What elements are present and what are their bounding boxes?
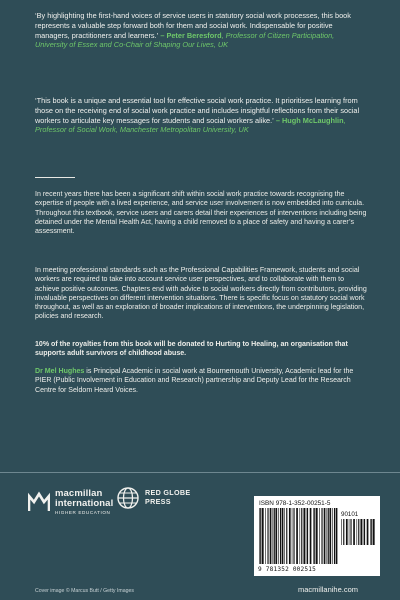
barcode-digits: 9 781352 002515 (258, 566, 317, 573)
footer-divider (0, 472, 400, 473)
publisher-url[interactable]: macmillanihe.com (298, 585, 359, 594)
quote-affiliation: , Professor of Social Work, Manchester Metropolitan University, UK (35, 115, 346, 135)
blurb-paragraph-2: In meeting professional standards such as the Professional Capabilities Framework, students and social workers are required to take into account service user perspectives, and to collaborate with them to achieve positive outcomes. Chapters end with advice to social workers directly from contributors, providing invaluable perspectives on different intervention situations. There is specific focus on statutory social work throughout, as well as an exploration of broader implications of interventions, the underpinning legislation, policies and research. (35, 267, 367, 321)
section-rule (35, 177, 75, 178)
endorsement-quote-2 (35, 96, 365, 135)
quote-dash: – (158, 30, 167, 40)
author-bio (35, 367, 370, 395)
macmillan-name: macmillan (55, 488, 103, 499)
quote-dash: – (273, 115, 282, 125)
endorsement-quote-1 (35, 11, 365, 50)
red-globe-name: RED GLOBE (145, 488, 191, 498)
author-bio-text: is Principal Academic in social work at Bournemouth University, Academic lead for the PIER (Public Involvement in Education and Research) partnership and Deputy Lead for the Research Centre for Seldom Heard Voices. (35, 368, 354, 394)
globe-icon (117, 487, 139, 509)
isbn-barcode-box (254, 496, 380, 576)
quote-author: Hugh McLaughlin (281, 115, 344, 125)
royalties-note: 10% of the royalties from this book will be donated to Hurting to Healing, an organisation that supports adult survivors of childhood abuse. (35, 341, 348, 358)
author-name: Dr Mel Hughes (35, 368, 85, 375)
cover-image-credit: Cover image © Marcus Butt / Getty Images (35, 588, 134, 594)
price-code: 90101 (341, 511, 359, 518)
isbn-number: ISBN 978-1-352-00251-5 (259, 500, 331, 507)
quote-text: ‘By highlighting the first-hand voices of service users in statutory social work processes, this book represents a valuable step forward both for them and social work. Indispensable for positive managers, practitioners and learners.’ (35, 11, 351, 40)
barcode-bars (258, 508, 338, 565)
macmillan-m-icon (28, 491, 50, 513)
red-globe-press: PRESS (145, 497, 171, 506)
macmillan-international: international (55, 497, 114, 509)
quote-author: Peter Beresford (166, 30, 222, 40)
quote-affiliation: , Professor of Citizen Participation, University of Essex and Co-Chair of Shaping Our Lives, UK (35, 30, 335, 50)
blurb-paragraph-1: In recent years there has been a significant shift within social work practice towards recognising the expertise of people with a lived experience, and service user involvement is now embedded into curricula. Throughout this textbook, service users and carers detail their experiences of interventions including being detained under the Mental Health Act, having a child removed to a place of safety and having a carer’s assessment. (35, 191, 367, 236)
macmillan-logo (28, 489, 113, 516)
addon-barcode (340, 519, 376, 545)
macmillan-division: HIGHER EDUCATION (55, 509, 111, 515)
quote-text: ‘This book is a unique and essential tool for effective social work practice. It prioritises learning from those on the receiving end of social work practice and includes insightful reflections from their social workers to articulate key messages for students and social workers alike.’ (35, 96, 360, 125)
red-globe-press-logo (117, 487, 190, 509)
